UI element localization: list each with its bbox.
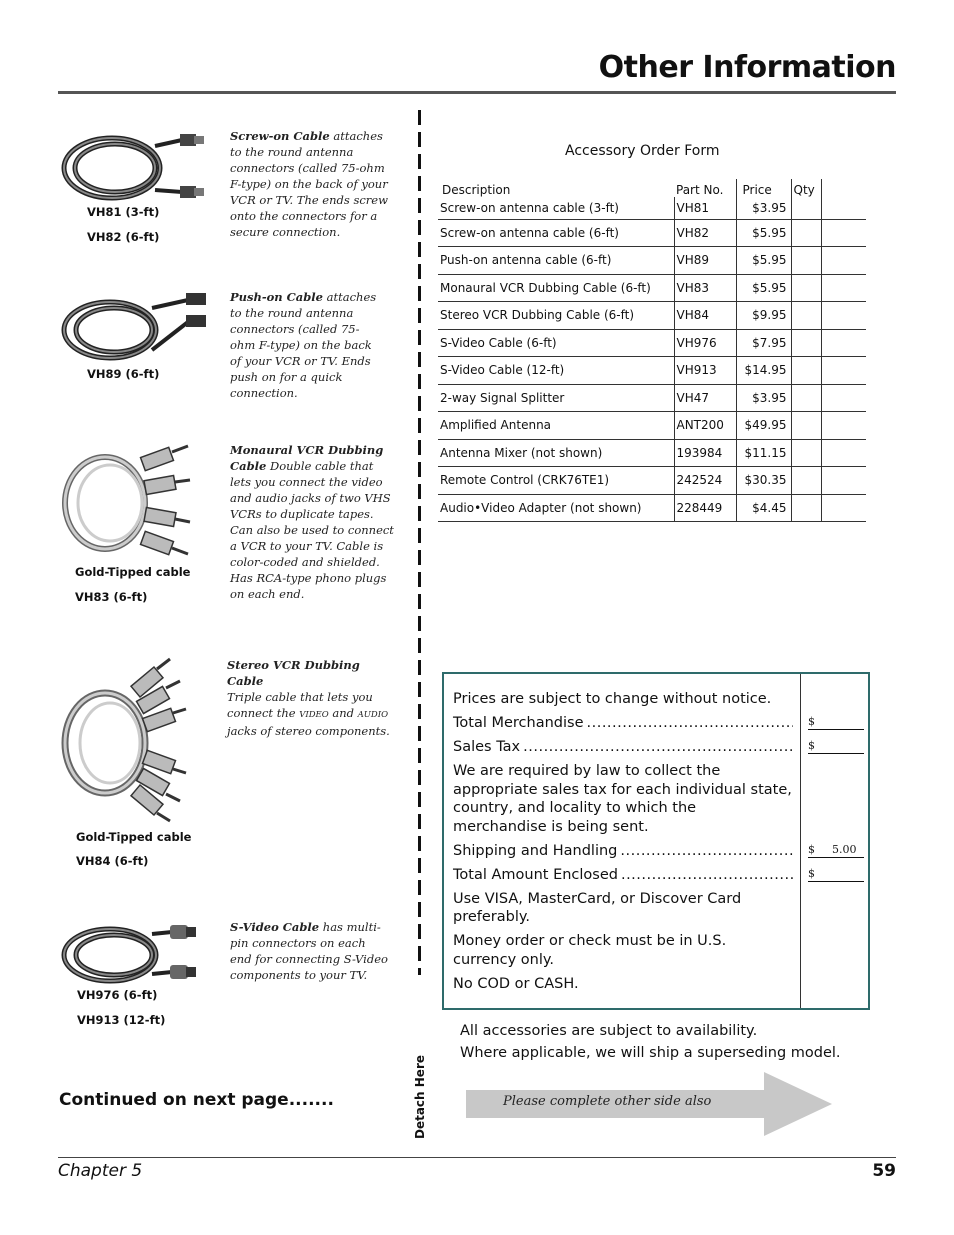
table-row <box>438 219 866 247</box>
item-price: $5.95 <box>736 274 791 302</box>
item-price: $3.95 <box>736 384 791 412</box>
product-name: Push-on Cable <box>230 290 323 304</box>
no-cod-note: No COD or CASH. <box>453 975 579 992</box>
shipping-field[interactable]: $ 5.00 <box>808 840 864 858</box>
total-merchandise-line: Total Merchandise ..... <box>453 714 793 733</box>
money-order-note: Money order or check must be in U.S. currency only. <box>453 933 727 968</box>
item-qty-field[interactable] <box>791 197 821 219</box>
item-qty-field[interactable] <box>791 384 821 412</box>
item-total-field[interactable] <box>821 302 866 330</box>
detach-label: Detach Here <box>413 1054 427 1140</box>
item-qty-field[interactable] <box>791 219 821 247</box>
total-merchandise-field[interactable]: $ <box>808 712 864 730</box>
item-total-field[interactable] <box>821 439 866 467</box>
item-total-field[interactable] <box>821 384 866 412</box>
order-form-title: Accessory Order Form <box>565 143 720 159</box>
screw-on-cable-image <box>60 128 210 208</box>
item-qty-field[interactable] <box>791 439 821 467</box>
product-label: VH976 (6-ft) <box>77 988 158 1002</box>
product-description: Screw-on Cable attaches to the round antenna connectors (called 75-ohm F-type) on the back of your VCR or TV. The ends screw onto the connectors for a secure connection. <box>230 129 388 239</box>
item-qty-field[interactable] <box>791 412 821 440</box>
item-qty-field[interactable] <box>791 467 821 495</box>
stereo-dubbing-cable-image <box>60 655 190 825</box>
table-row <box>438 247 866 275</box>
column-header: Part No. <box>676 183 724 197</box>
product-label: VH89 (6-ft) <box>87 367 160 381</box>
item-total-field[interactable] <box>821 274 866 302</box>
column-header: Price <box>736 179 791 197</box>
chapter-label: Chapter 5 <box>58 1161 143 1181</box>
item-price: $5.95 <box>736 247 791 275</box>
product-name: Monaural VCR Dubbing Cable <box>230 443 384 473</box>
footer-rule <box>58 1157 896 1158</box>
item-price: $3.95 <box>736 197 791 219</box>
page-number: 59 <box>872 1161 896 1181</box>
total-enclosed-field[interactable]: $ <box>808 864 864 882</box>
product-description: Monaural VCR Dubbing Cable Double cable that lets you connect the video and audio jacks of two VHS VCRs to duplicate tapes. Can also be used to connect a VCR to your TV. Cable is color-coded and shielded. Has RCA-type phono plugs on each end. <box>230 443 394 601</box>
item-total-field[interactable] <box>821 197 866 219</box>
item-price: $11.15 <box>736 439 791 467</box>
item-price: $7.95 <box>736 329 791 357</box>
item-price: $4.45 <box>736 494 791 522</box>
item-description: 2-way Signal Splitter <box>438 384 674 412</box>
item-qty-field[interactable] <box>791 494 821 522</box>
table-row <box>438 412 866 440</box>
table-row <box>438 329 866 357</box>
item-price: $49.95 <box>736 412 791 440</box>
arrow-note: Please complete other side also <box>503 1094 712 1109</box>
product-label: VH913 (12-ft) <box>77 1013 166 1027</box>
total-enclosed-line: Total Amount Enclosed ..... <box>453 866 793 885</box>
table-row <box>438 274 866 302</box>
item-part-number: VH82 <box>674 219 736 247</box>
sales-tax-field[interactable]: $ <box>808 736 864 754</box>
product-label: VH81 (3-ft) <box>87 205 160 219</box>
item-total-field[interactable] <box>821 219 866 247</box>
product-description: Stereo VCR Dubbing Cable Triple cable that lets you connect the VIDEO and AUDIO jacks of stereo components. <box>227 658 390 738</box>
item-total-field[interactable] <box>821 467 866 495</box>
item-qty-field[interactable] <box>791 302 821 330</box>
product-label: VH84 (6-ft) <box>76 854 149 868</box>
continued-note: Continued on next page....... <box>59 1090 334 1110</box>
item-part-number: VH84 <box>674 302 736 330</box>
product-name: Stereo VCR Dubbing Cable <box>227 658 360 688</box>
item-price: $14.95 <box>736 357 791 385</box>
product-name: S-Video Cable <box>230 920 320 934</box>
item-description: Screw-on antenna cable (6-ft) <box>438 219 674 247</box>
monaural-dubbing-cable-image <box>60 438 195 563</box>
cards-note: Use VISA, MasterCard, or Discover Card preferably. <box>453 890 742 925</box>
item-description: Monaural VCR Dubbing Cable (6-ft) <box>438 274 674 302</box>
product-name: Screw-on Cable <box>230 129 330 143</box>
column-header: Qty <box>791 179 821 197</box>
product-label: Gold-Tipped cable <box>75 565 191 579</box>
item-total-field[interactable] <box>821 329 866 357</box>
item-part-number: VH47 <box>674 384 736 412</box>
item-part-number: VH913 <box>674 357 736 385</box>
title-rule <box>58 91 896 94</box>
table-row <box>438 197 866 219</box>
item-part-number: 228449 <box>674 494 736 522</box>
item-total-field[interactable] <box>821 247 866 275</box>
table-row <box>438 357 866 385</box>
terms-text <box>453 690 793 999</box>
column-header: Description <box>442 183 511 197</box>
item-part-number: VH83 <box>674 274 736 302</box>
s-video-cable-image <box>60 920 210 990</box>
item-price: $30.35 <box>736 467 791 495</box>
item-description: Audio•Video Adapter (not shown) <box>438 494 674 522</box>
product-label: VH82 (6-ft) <box>87 230 160 244</box>
item-description: S-Video Cable (6-ft) <box>438 329 674 357</box>
item-description: Amplified Antenna <box>438 412 674 440</box>
item-qty-field[interactable] <box>791 247 821 275</box>
item-description: Antenna Mixer (not shown) <box>438 439 674 467</box>
item-price: $5.95 <box>736 219 791 247</box>
product-description: Push-on Cable attaches to the round antenna connectors (called 75-ohm F-type) on the back of your VCR or TV. Ends push on for a quick connection. <box>230 290 377 400</box>
item-part-number: VH89 <box>674 247 736 275</box>
item-part-number: VH81 <box>674 197 736 219</box>
item-total-field[interactable] <box>821 357 866 385</box>
table-row <box>438 384 866 412</box>
item-part-number: 193984 <box>674 439 736 467</box>
sales-tax-line: Sales Tax ..... <box>453 738 793 757</box>
item-description: Remote Control (CRK76TE1) <box>438 467 674 495</box>
item-price: $9.95 <box>736 302 791 330</box>
item-part-number: VH976 <box>674 329 736 357</box>
item-total-field[interactable] <box>821 494 866 522</box>
order-form-table <box>438 179 866 522</box>
availability-note: All accessories are subject to availability. Where applicable, we will ship a superseding model. <box>460 1023 841 1061</box>
table-row <box>438 439 866 467</box>
item-description: Screw-on antenna cable (3-ft) <box>438 197 674 219</box>
item-description: S-Video Cable (12-ft) <box>438 357 674 385</box>
item-part-number: ANT200 <box>674 412 736 440</box>
detach-line <box>418 110 421 975</box>
product-label: Gold-Tipped cable <box>76 830 192 844</box>
terms-box <box>442 672 870 1010</box>
page-title: Other Information <box>598 50 896 85</box>
table-row <box>438 302 866 330</box>
product-description: S-Video Cable has multi-pin connectors on each end for connecting S-Video components to your TV. <box>230 920 388 982</box>
table-row <box>438 494 866 522</box>
item-qty-field[interactable] <box>791 329 821 357</box>
item-qty-field[interactable] <box>791 357 821 385</box>
shipping-line: Shipping and Handling ..... <box>453 842 793 861</box>
item-total-field[interactable] <box>821 412 866 440</box>
item-description: Push-on antenna cable (6-ft) <box>438 247 674 275</box>
prices-note: Prices are subject to change without notice. <box>453 691 772 707</box>
tax-note: We are required by law to collect the appropriate sales tax for each individual state, country, and locality to which the merchandise is being sent. <box>453 763 792 835</box>
item-part-number: 242524 <box>674 467 736 495</box>
table-row <box>438 467 866 495</box>
terms-divider <box>800 674 801 1008</box>
item-qty-field[interactable] <box>791 274 821 302</box>
product-label: VH83 (6-ft) <box>75 590 148 604</box>
item-description: Stereo VCR Dubbing Cable (6-ft) <box>438 302 674 330</box>
push-on-cable-image <box>60 290 210 365</box>
